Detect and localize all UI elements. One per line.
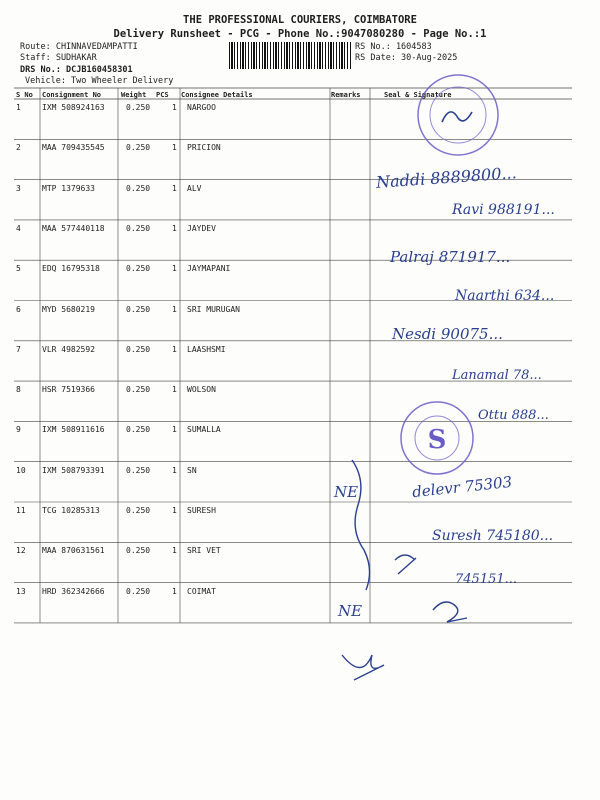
row-consignment-no: IXM 508924163 xyxy=(42,103,105,112)
row-consignment-no: VLR 4982592 xyxy=(42,344,95,354)
bottom-signature xyxy=(342,655,384,680)
row-consignee: SUMALLA xyxy=(187,425,221,435)
row-sno: 12 xyxy=(16,546,26,556)
row-consignee: SRI MURUGAN xyxy=(187,304,240,314)
row13-signature-mark xyxy=(433,602,467,622)
handwriting-note: Lanamal 78... xyxy=(452,368,542,383)
row-pcs: 1 xyxy=(172,546,177,556)
row-pcs: 1 xyxy=(172,183,177,193)
row-consignee: SURESH xyxy=(187,506,216,515)
row-consignee: NARGOO xyxy=(187,103,216,112)
row-consignee: COIMAT xyxy=(187,586,216,596)
row-sno: 3 xyxy=(16,183,21,193)
row-sno: 5 xyxy=(16,264,21,274)
row-sno: 6 xyxy=(16,304,21,314)
drs-label: DRS No.: DCJB160458301 xyxy=(20,65,133,75)
row-consignment-no: HSR 7519366 xyxy=(42,385,95,395)
row-sno: 13 xyxy=(16,586,26,596)
row-pcs: 1 xyxy=(172,344,177,354)
col-header-consignee: Consignee Details xyxy=(181,91,253,99)
row-sno: 1 xyxy=(16,103,21,112)
row-consignee: WOLSON xyxy=(187,385,216,395)
svg-text:S: S xyxy=(427,425,447,455)
row-pcs: 1 xyxy=(172,425,177,435)
handwriting-note: Naarthi 634... xyxy=(455,288,555,304)
row-sno: 7 xyxy=(16,344,21,354)
row-weight: 0.250 xyxy=(126,183,151,193)
row-consignee: SRI VET xyxy=(187,546,221,556)
row-consignment-no: HRD 362342666 xyxy=(42,586,105,596)
row-pcs: 1 xyxy=(172,586,177,596)
handwriting-note: Palraj 871917... xyxy=(390,248,511,266)
rs-number: RS No.: 1604583 xyxy=(355,42,432,52)
remarks-note-ne: NE xyxy=(338,602,363,620)
row-weight: 0.250 xyxy=(126,344,151,354)
seal-stamp-top xyxy=(418,75,498,155)
row-pcs: 1 xyxy=(172,385,177,395)
row-weight: 0.250 xyxy=(126,264,151,274)
col-header-seal: Seal & Signature xyxy=(384,91,452,99)
handwriting-note: Suresh 745180... xyxy=(432,528,554,544)
row-sno: 4 xyxy=(16,223,21,233)
remarks-brace xyxy=(352,460,370,590)
row-consignee: PRICION xyxy=(187,143,221,153)
row-consignment-no: EDQ 16795318 xyxy=(42,264,100,274)
row-consignee: JAYMAPANI xyxy=(187,264,231,274)
handwriting-note: Ravi 988191... xyxy=(452,202,555,218)
handwriting-note: delevr 75303 xyxy=(411,472,513,502)
route-label: Route: CHINNAVEDAMPATTI xyxy=(20,42,138,52)
row-sno: 9 xyxy=(16,425,21,435)
row-weight: 0.250 xyxy=(126,103,151,112)
row-consignment-no: MAA 577440118 xyxy=(42,223,105,233)
seal-stamp-middle xyxy=(401,402,473,474)
row-pcs: 1 xyxy=(172,506,177,515)
handwriting-note: Naddi 8889800... xyxy=(375,163,518,192)
col-header-sno: S No xyxy=(16,91,33,99)
handwriting-note: 745151... xyxy=(455,572,518,587)
row-consignment-no: IXM 508793391 xyxy=(42,465,105,475)
handwriting-note: Nesdi 90075... xyxy=(392,325,503,343)
row-weight: 0.250 xyxy=(126,586,151,596)
rs-date: RS Date: 30-Aug-2025 xyxy=(355,53,458,63)
row-weight: 0.250 xyxy=(126,143,151,153)
staff-label: Staff: SUDHAKAR xyxy=(20,53,97,63)
row-sno: 2 xyxy=(16,143,21,153)
row-pcs: 1 xyxy=(172,103,177,112)
company-title: THE PROFESSIONAL COURIERS, COIMBATORE xyxy=(183,14,417,26)
row-weight: 0.250 xyxy=(126,304,151,314)
col-header-consignment: Consignment No xyxy=(42,91,102,99)
vehicle-label: Vehicle: Two Wheeler Delivery xyxy=(25,76,174,86)
row-consignment-no: MTP 1379633 xyxy=(42,183,95,193)
row12-signature-mark xyxy=(395,555,416,574)
row-pcs: 1 xyxy=(172,465,177,475)
row-weight: 0.250 xyxy=(126,385,151,395)
col-header-weight: Weight xyxy=(121,91,147,99)
remarks-note-ne: NE xyxy=(334,483,359,501)
row-sno: 8 xyxy=(16,385,21,395)
row-weight: 0.250 xyxy=(126,546,151,556)
row-consignee: SN xyxy=(187,465,197,475)
row-weight: 0.250 xyxy=(126,465,151,475)
row-consignment-no: IXM 508911616 xyxy=(42,425,105,435)
row-consignee: LAASHSMI xyxy=(187,344,226,354)
row-consignment-no: TCG 10285313 xyxy=(42,506,100,515)
row-sno: 11 xyxy=(16,506,26,515)
col-header-remarks: Remarks xyxy=(331,91,361,99)
row-pcs: 1 xyxy=(172,223,177,233)
row-consignment-no: MAA 709435545 xyxy=(42,143,105,153)
runsheet-subtitle: Delivery Runsheet - PCG - Phone No.:9047080280 - Page No.:1 xyxy=(113,28,487,40)
row-pcs: 1 xyxy=(172,143,177,153)
row-sno: 10 xyxy=(16,465,26,475)
row-weight: 0.250 xyxy=(126,223,151,233)
row-weight: 0.250 xyxy=(126,506,151,515)
handwriting-note: Ottu 888... xyxy=(478,408,549,423)
row-consignee: ALV xyxy=(187,183,202,193)
row-consignment-no: MAA 870631561 xyxy=(42,546,105,556)
row-pcs: 1 xyxy=(172,304,177,314)
row-weight: 0.250 xyxy=(126,425,151,435)
row-pcs: 1 xyxy=(172,264,177,274)
col-header-pcs: PCS xyxy=(156,91,169,99)
row-consignee: JAYDEV xyxy=(187,223,216,233)
row-consignment-no: MYD 5680219 xyxy=(42,304,95,314)
